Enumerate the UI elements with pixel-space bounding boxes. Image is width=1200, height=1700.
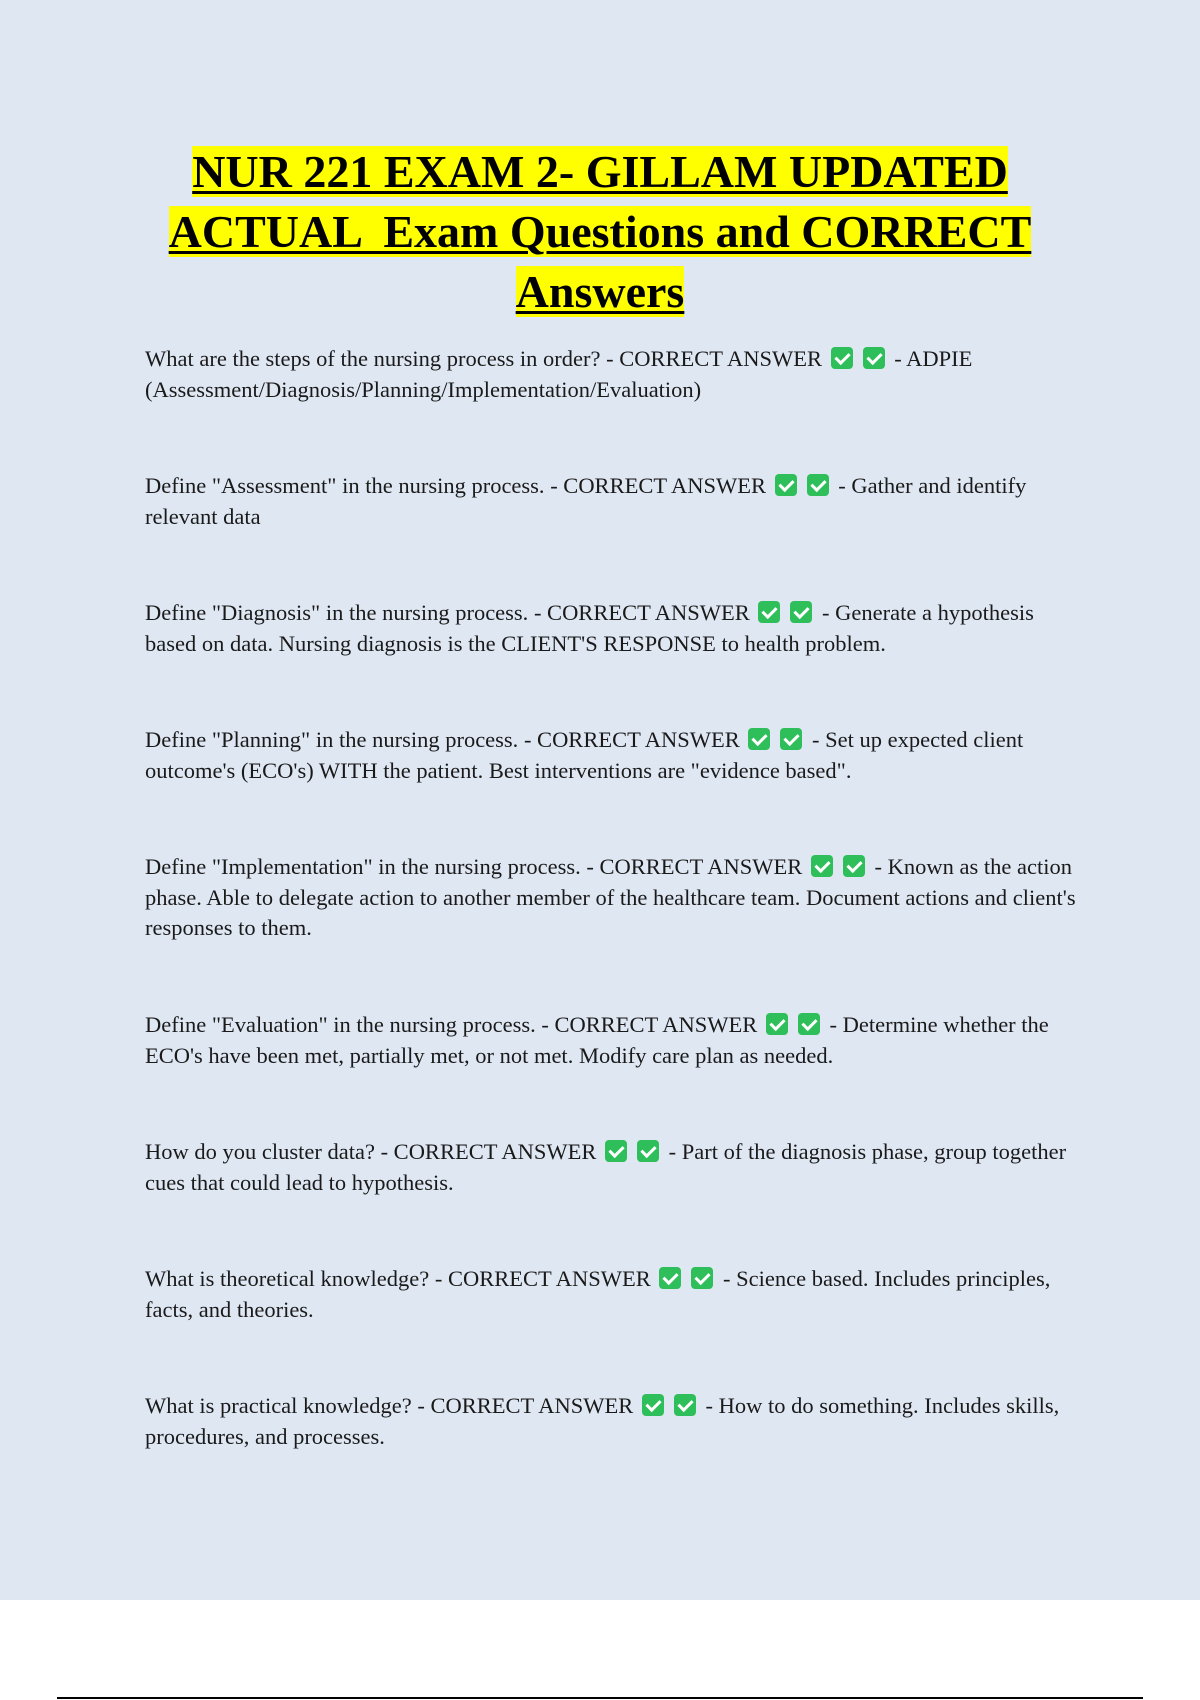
green-checkbox-icon — [637, 1140, 659, 1162]
qa-item — [145, 1264, 1090, 1325]
answer-text: - Known as the action phase. Able to delegate action to another member of the healthcare team. Document actions and client's responses to them. — [145, 854, 1076, 940]
green-checkbox-icon — [775, 474, 797, 496]
document-title — [100, 142, 1100, 322]
qa-item — [145, 1010, 1090, 1071]
answer-marker: - CORRECT ANSWER — [606, 346, 822, 371]
question-text: Define "Assessment" in the nursing process. — [145, 473, 545, 498]
green-checkbox-icon — [831, 347, 853, 369]
qa-item — [145, 1391, 1090, 1452]
green-checkbox-icon — [642, 1394, 664, 1416]
check-pair — [658, 1264, 715, 1295]
answer-text: - Part of the diagnosis phase, group together cues that could lead to hypothesis. — [145, 1139, 1067, 1195]
answer-text: - Generate a hypothesis based on data. Nursing diagnosis is the CLIENT'S RESPONSE to health problem. — [145, 600, 1034, 656]
check-pair — [830, 344, 887, 375]
answer-marker: - CORRECT ANSWER — [586, 854, 803, 879]
answer-text: - Determine whether the ECO's have been met, partially met, or not met. Modify care plan as needed. — [145, 1012, 1049, 1068]
qa-item — [145, 725, 1090, 786]
green-checkbox-icon — [659, 1267, 681, 1289]
check-pair — [765, 1010, 822, 1041]
green-checkbox-icon — [674, 1394, 696, 1416]
answer-marker: - CORRECT ANSWER — [523, 727, 740, 752]
check-pair — [641, 1391, 698, 1422]
green-checkbox-icon — [811, 855, 833, 877]
qa-item — [145, 344, 1090, 405]
qa-item — [145, 852, 1090, 944]
green-checkbox-icon — [691, 1267, 713, 1289]
answer-text: - Set up expected client outcome's (ECO's) WITH the patient. Best interventions are "evidence based". — [145, 727, 1024, 783]
green-checkbox-icon — [748, 728, 770, 750]
answer-marker: - CORRECT ANSWER — [550, 473, 767, 498]
green-checkbox-icon — [798, 1013, 820, 1035]
title-line-2 — [100, 202, 1100, 262]
check-pair — [757, 598, 814, 629]
answer-text: - How to do something. Includes skills, procedures, and processes. — [145, 1393, 1060, 1449]
question-text: How do you cluster data? — [145, 1139, 375, 1164]
question-text: Define "Planning" in the nursing process. — [145, 727, 519, 752]
answer-marker: - CORRECT ANSWER — [541, 1012, 758, 1037]
answer-text: - ADPIE (Assessment/Diagnosis/Planning/Implementation/Evaluation) — [145, 346, 973, 402]
answer-marker: - CORRECT ANSWER — [533, 600, 750, 625]
green-checkbox-icon — [758, 601, 780, 623]
title-line-1-text: NUR 221 EXAM 2- GILLAM UPDATED — [192, 146, 1008, 197]
check-pair — [747, 725, 804, 756]
question-text: Define "Diagnosis" in the nursing process. — [145, 600, 529, 625]
green-checkbox-icon — [790, 601, 812, 623]
check-pair — [604, 1137, 661, 1168]
question-text: What is practical knowledge? — [145, 1393, 412, 1418]
title-line-3-text: Answers — [515, 266, 685, 317]
green-checkbox-icon — [843, 855, 865, 877]
answer-text: - Science based. Includes principles, facts, and theories. — [145, 1266, 1051, 1322]
green-checkbox-icon — [807, 474, 829, 496]
green-checkbox-icon — [780, 728, 802, 750]
answer-text: - Gather and identify relevant data — [145, 473, 1027, 529]
question-text: What is theoretical knowledge? — [145, 1266, 430, 1291]
footer-divider — [57, 1697, 1143, 1699]
question-text: Define "Evaluation" in the nursing process. — [145, 1012, 536, 1037]
title-line-1 — [100, 142, 1100, 202]
check-pair — [774, 471, 831, 502]
answer-marker: - CORRECT ANSWER — [380, 1139, 597, 1164]
question-text: Define "Implementation" in the nursing process. — [145, 854, 581, 879]
green-checkbox-icon — [863, 347, 885, 369]
answer-marker: - CORRECT ANSWER — [417, 1393, 634, 1418]
check-pair — [810, 852, 867, 883]
green-checkbox-icon — [766, 1013, 788, 1035]
qa-item — [145, 1137, 1090, 1198]
qa-item — [145, 471, 1090, 532]
qa-item — [145, 598, 1090, 659]
title-line-3 — [100, 262, 1100, 322]
question-text: What are the steps of the nursing process in order? — [145, 346, 601, 371]
green-checkbox-icon — [605, 1140, 627, 1162]
answer-marker: - CORRECT ANSWER — [434, 1266, 651, 1291]
title-line-2-text: ACTUAL Exam Questions and CORRECT — [168, 206, 1032, 257]
